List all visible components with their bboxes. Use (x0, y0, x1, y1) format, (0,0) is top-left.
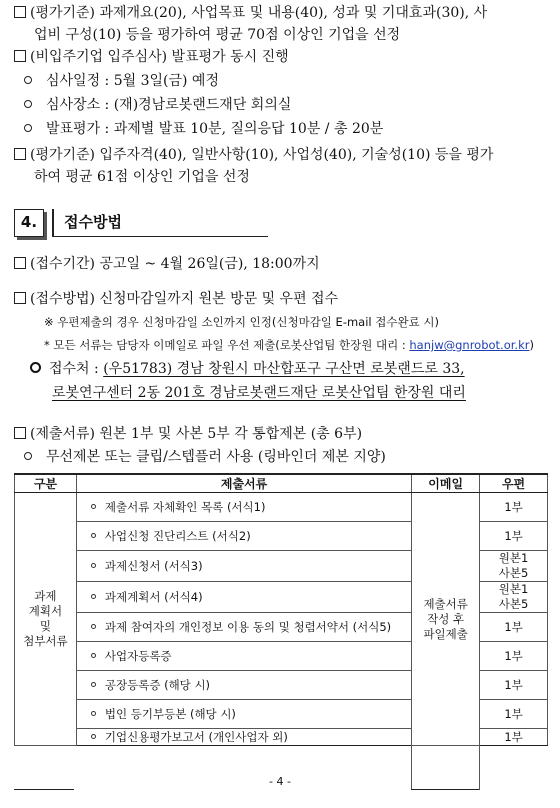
post-cell: 1부 (480, 642, 548, 671)
checkbox-square-icon (14, 257, 26, 269)
non-resident-review: (비입주기업 입주심사) 발표평가 동시 진행 (14, 47, 289, 67)
circle-bullet-icon (91, 653, 96, 658)
post-cell: 원본1 사본5 (480, 582, 548, 613)
criteria-paragraph-1: (평가기준) 과제개요(20), 사업목표 및 내용(40), 성과 및 기대효과(30), 사 (14, 3, 487, 23)
circle-bullet-icon (91, 563, 96, 568)
section-title: 접수방법 (52, 209, 268, 237)
section-header (14, 209, 268, 237)
application-method: (접수방법) 신청마감일까지 원본 방문 및 우편 접수 (14, 289, 338, 309)
circle-bullet-icon (30, 362, 41, 373)
review-location: 심사장소 : (재)경남로봇랜드재단 회의실 (14, 95, 291, 115)
table-header-row (15, 474, 548, 493)
circle-bullet-icon (24, 100, 32, 108)
header-post: 우편 (480, 474, 548, 493)
criteria-paragraph-2-cont: 하여 평균 61점 이상인 기업을 선정 (34, 169, 250, 185)
circle-bullet-icon (24, 452, 32, 460)
doc-cell: 사업자등록증 (76, 642, 411, 671)
binding-note: 무선제본 또는 클립/스텝플러 사용 (링바인더 제본 지양) (14, 447, 386, 467)
footer-rule-right (411, 789, 479, 790)
footer-rule-left (14, 789, 74, 790)
criteria-paragraph-1-cont: 업비 구성(10) 등을 평가하여 평균 70점 이상인 기업을 선정 (34, 27, 401, 43)
email-note: * 모든 서류는 담당자 이메일로 파일 우선 제출(로봇산업팀 한장원 대리 : hanjw@gnrobot.or.kr) (44, 338, 534, 352)
page-number: - 4 - (269, 775, 291, 788)
checkbox-square-icon (14, 148, 26, 160)
section-number: 4. (14, 209, 44, 237)
doc-cell: 과제신청서 (서식3) (76, 551, 411, 582)
post-cell: 1부 (480, 671, 548, 700)
email-link[interactable]: hanjw@gnrobot.or.kr (409, 338, 530, 352)
table-row (15, 493, 548, 522)
circle-bullet-icon (91, 624, 96, 629)
checkbox-square-icon (14, 292, 26, 304)
doc-cell: 법인 등기부등본 (해당 시) (76, 700, 411, 729)
header-document: 제출서류 (76, 474, 411, 493)
submission-docs: (제출서류) 원본 1부 및 사본 5부 각 통합제본 (총 6부) (14, 424, 362, 444)
circle-bullet-icon (91, 682, 96, 687)
criteria-paragraph-2: (평가기준) 입주자격(40), 일반사항(10), 사업성(40), 기술성(10) 등을 평가 (14, 145, 493, 165)
review-schedule: 심사일정 : 5월 3일(금) 예정 (14, 71, 219, 91)
circle-bullet-icon (91, 594, 96, 599)
address-line-2: 로봇연구센터 2동 201호 경남로봇랜드재단 로봇산업팀 한장원 대리 (52, 385, 466, 401)
circle-bullet-icon (91, 533, 96, 538)
postal-note: ※ 우편제출의 경우 신청마감일 소인까지 인정(신청마감일 E-mail 접수완료 시) (44, 315, 439, 329)
post-cell: 1부 (480, 493, 548, 522)
header-email: 이메일 (412, 474, 480, 493)
post-cell: 1부 (480, 613, 548, 642)
circle-bullet-icon (91, 504, 96, 509)
documents-table (14, 473, 548, 746)
doc-cell: 제출서류 자체확인 목록 (서식1) (76, 493, 411, 522)
circle-bullet-icon (24, 76, 32, 84)
header-category: 구분 (15, 474, 77, 493)
post-cell: 1부 (480, 700, 548, 729)
doc-cell: 과제 참여자의 개인정보 이용 동의 및 청렴서약서 (서식5) (76, 613, 411, 642)
doc-cell: 과제계획서 (서식4) (76, 582, 411, 613)
doc-cell: 사업신청 진단리스트 (서식2) (76, 522, 411, 551)
email-cell: 제출서류 작성 후 파일제출 (412, 493, 480, 746)
checkbox-square-icon (14, 50, 26, 62)
post-cell: 1부 (480, 729, 548, 746)
presentation-eval: 발표평가 : 과제별 발표 10분, 질의응답 10분 / 총 20분 (14, 119, 383, 139)
circle-bullet-icon (24, 124, 32, 132)
address-line-1: 접수처 : (우51783) 경남 창원시 마산합포구 구산면 로봇랜드로 33, (0, 359, 465, 379)
application-period: (접수기간) 공고일 ~ 4월 26일(금), 18:00까지 (14, 254, 320, 274)
circle-bullet-icon (91, 711, 96, 716)
doc-cell: 기업신용평가보고서 (개인사업자 외) (76, 729, 411, 746)
doc-cell: 공장등록증 (해당 시) (76, 671, 411, 700)
category-cell: 과제 계획서 및 첨부서류 (15, 493, 77, 746)
circle-bullet-icon (91, 734, 96, 739)
checkbox-square-icon (14, 427, 26, 439)
post-cell: 1부 (480, 522, 548, 551)
post-cell: 원본1 사본5 (480, 551, 548, 582)
checkbox-square-icon (14, 6, 26, 18)
